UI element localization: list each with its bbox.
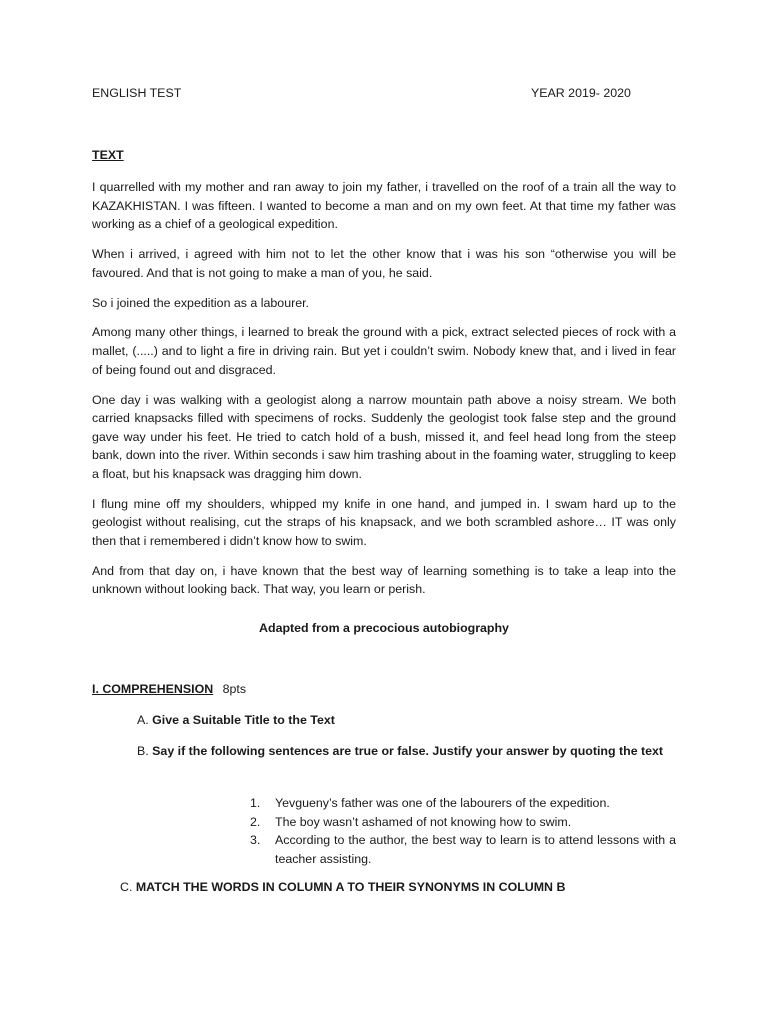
item-number: 1. <box>250 796 261 810</box>
item-number: 3. <box>250 833 261 848</box>
subject-title: ENGLISH TEST <box>92 86 182 100</box>
school-year: YEAR 2019- 2020 <box>531 86 631 100</box>
question-letter: B. <box>137 744 149 758</box>
paragraph: I quarrelled with my mother and ran away to join my father, i travelled on the roof of a train all the way to KAZAKHISTAN. I was fifteen. I wanted to become a man and on my own feet. At that time my father was working as a chief of a geological expedition. <box>92 180 676 232</box>
list-item <box>250 831 676 868</box>
question-a <box>137 713 335 727</box>
item-number: 2. <box>250 814 261 829</box>
section-heading <box>92 682 246 696</box>
section-title: I. COMPREHENSION <box>92 682 214 696</box>
item-text: The boy wasn’t ashamed of not knowing how to swim. <box>275 814 572 829</box>
paragraph: I flung mine off my shoulders, whipped my knife in one hand, and jumped in. I swam hard up to the geologist without realising, cut the straps of his knapsack, and we both scrambled ashore… IT was only then that i remembered i didn’t know how to swim. <box>92 496 676 548</box>
reading-text <box>92 178 676 610</box>
item-text: Yevgueny’s father was one of the labourers of the expedition. <box>275 796 610 810</box>
question-b <box>137 744 676 758</box>
question-text: Say if the following sentences are true or false. Justify your answer by quoting the text <box>152 744 664 758</box>
question-text: Give a Suitable Title to the Text <box>152 713 335 727</box>
paragraph: So i joined the expedition as a labourer. <box>92 295 309 310</box>
question-letter: C. <box>120 880 133 894</box>
section-points: 8pts <box>222 682 247 696</box>
item-text: According to the author, the best way to learn is to attend lessons with a teacher assisting. <box>275 833 676 866</box>
text-heading: TEXT <box>92 148 124 162</box>
question-c <box>120 880 565 894</box>
true-false-list <box>250 794 676 868</box>
text-source: Adapted from a precocious autobiography <box>259 621 509 635</box>
paragraph: One day i was walking with a geologist along a narrow mountain path above a noisy stream. We both carried knapsacks filled with specimens of rocks. Suddenly the geologist took false step and the ground gave way under his feet. He tried to catch hold of a bush, missed it, and feel head long from the steep bank, down into the river. Within seconds i saw him trashing about in the foaming water, struggling to keep a float, but his knapsack was dragging him down. <box>92 392 676 481</box>
paragraph: When i arrived, i agreed with him not to let the other know that i was his son “otherwise you will be favoured. And that is not going to make a man of you, he said. <box>92 247 676 280</box>
paragraph: Among many other things, i learned to break the ground with a pick, extract selected pieces of rock with a mallet, (.....) and to light a fire in driving rain. But yet i couldn’t swim. Nobody knew that, and i lived in fear of being found out and disgraced. <box>92 325 676 377</box>
question-letter: A. <box>137 713 149 727</box>
paragraph: And from that day on, i have known that the best way of learning something is to take a leap into the unknown without looking back. That way, you learn or perish. <box>92 563 676 597</box>
list-item <box>250 813 676 832</box>
question-text: MATCH THE WORDS IN COLUMN A TO THEIR SYNONYMS IN COLUMN B <box>135 880 566 894</box>
list-item <box>250 794 676 813</box>
